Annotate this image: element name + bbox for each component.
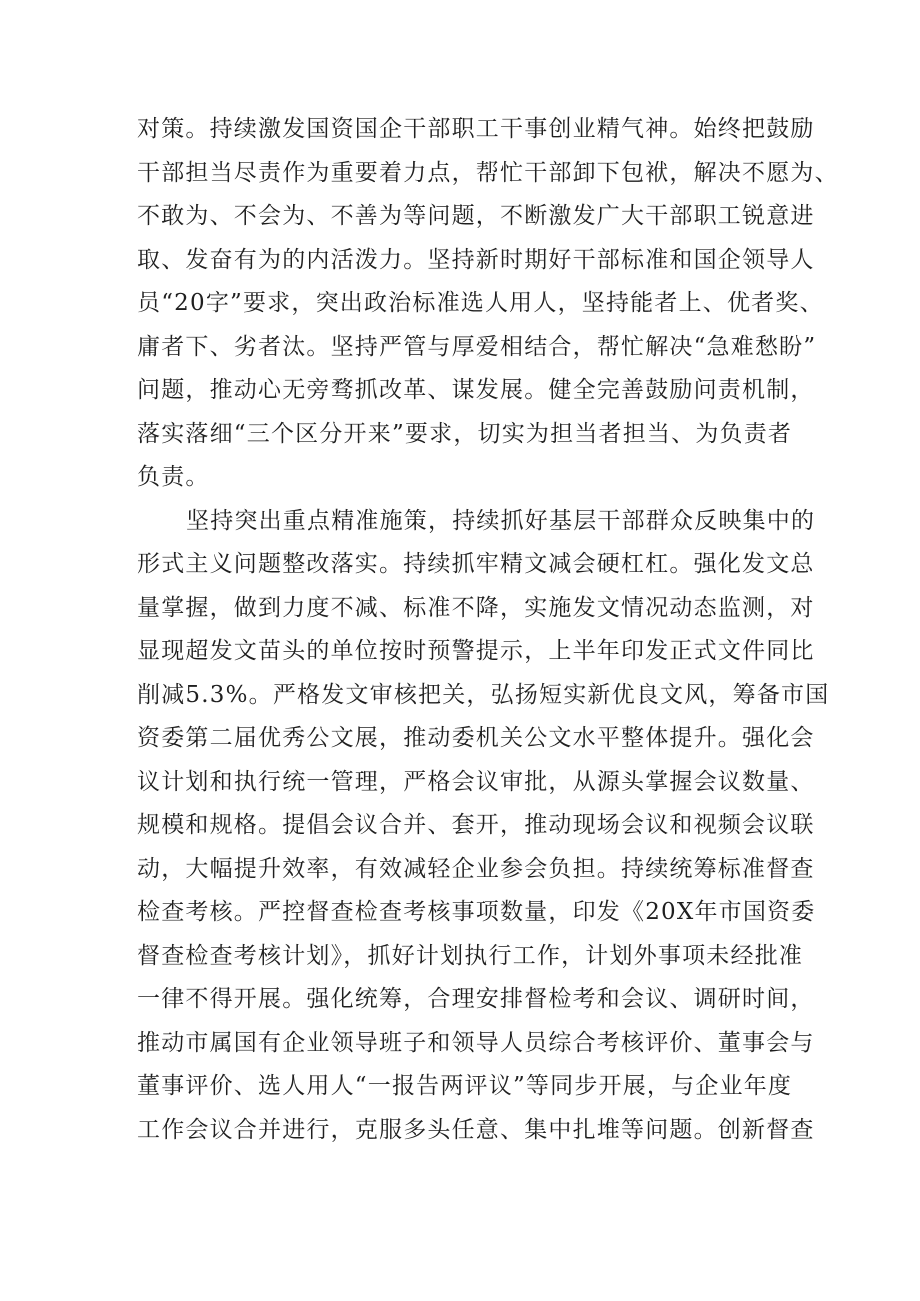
paragraph-line: 庸者下、劣者汰。坚持严管与厚爱相结合，帮忙解决“急难愁盼”: [137, 333, 817, 360]
paragraph-2: [137, 500, 830, 1153]
paragraph-line: 规模和规格。提倡会议合并、套开，推动现场会议和视频会议联: [137, 812, 815, 838]
paragraph-line: 检查考核。严控督查检查考核事项数量，印发《20X年市国资委: [137, 899, 816, 925]
paragraph-first-line: 坚持突出重点精准施策，持续抓好基层干部群众反映集中的: [186, 507, 816, 534]
paragraph-line: 资委第二届优秀公文展，推动委机关公文水平整体提升。强化会: [137, 725, 815, 751]
paragraph-line: 董事评价、选人用人“一报告两评议”等同步开展，与企业年度: [137, 1073, 793, 1099]
paragraph-line: 显现超发文苗头的单位按时预警提示，上半年印发正式文件同比: [137, 638, 815, 664]
paragraph-line: 督查检查考核计划》，抓好计划执行工作，计划外事项未经批准: [137, 942, 804, 969]
paragraph-line: 量掌握，做到力度不减、标准不降，实施发文情况动态监测，对: [137, 594, 815, 621]
paragraph-line: 推动市属国有企业领导班子和领导人员综合考核评价、董事会与: [137, 1029, 815, 1056]
paragraph-line: 对策。持续激发国资国企干部职工干事创业精气神。始终把鼓励: [137, 116, 815, 142]
paragraph-line: 负责。: [137, 464, 210, 490]
paragraph-line: 问题，推动心无旁骛抓改革、谋发展。健全完善鼓励问责机制，: [137, 377, 815, 403]
paragraph-line: 削减5.3%。严格发文审核把关，弘扬短实新优良文风，筹备市国: [137, 681, 830, 708]
paragraph-1: [137, 108, 839, 500]
paragraph-line: 员“20字”要求，突出政治标准选人用人，坚持能者上、优者奖、: [137, 290, 824, 316]
paragraph-line: 一律不得开展。强化统筹，合理安排督检考和会议、调研时间，: [137, 986, 815, 1012]
paragraph-line: 干部担当尽责作为重要着力点，帮忙干部卸下包袱，解决不愿为、: [137, 159, 839, 186]
document-body: [137, 108, 839, 1152]
paragraph-line: 取、发奋有为的内活泼力。坚持新时期好干部标准和国企领导人: [137, 246, 815, 273]
paragraph-line: 形式主义问题整改落实。持续抓牢精文减会硬杠杠。强化发文总: [137, 551, 815, 577]
paragraph-line: 动，大幅提升效率，有效减轻企业参会负担。持续统筹标准督查: [137, 855, 815, 882]
paragraph-line: 议计划和执行统一管理，严格会议审批，从源头掌握会议数量、: [137, 768, 815, 795]
paragraph-line: 不敢为、不会为、不善为等问题，不断激发广大干部职工锐意进: [137, 203, 815, 229]
paragraph-line: 工作会议合并进行，克服多头任意、集中扎堆等问题。创新督查: [137, 1116, 815, 1143]
paragraph-line: 落实落细“三个区分开来”要求，切实为担当者担当、为负责者: [137, 420, 793, 447]
